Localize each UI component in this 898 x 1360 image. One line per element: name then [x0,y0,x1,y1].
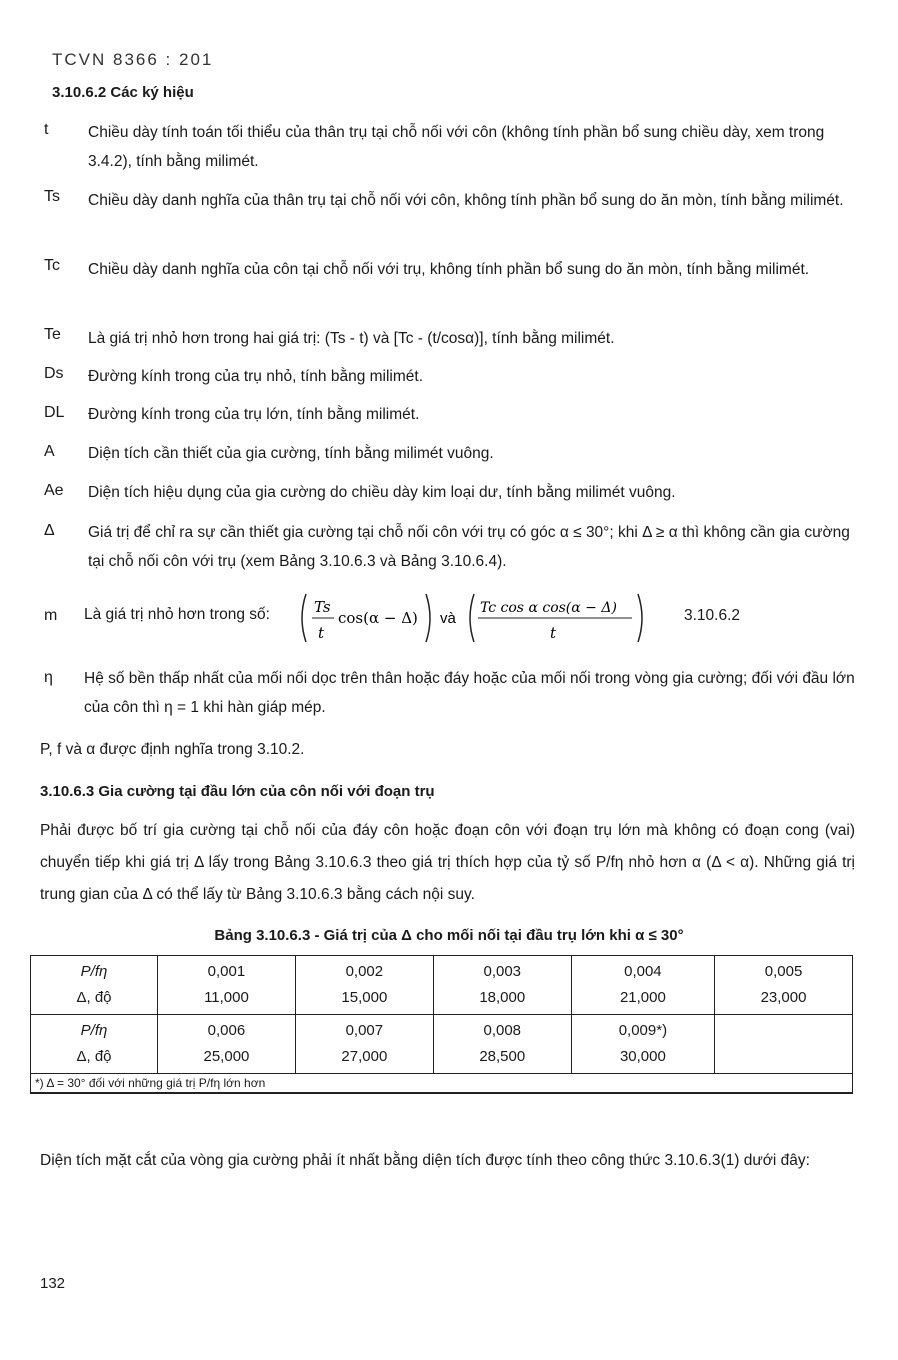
table-row [31,956,853,1015]
symbol-te-desc: Là giá trị nhỏ hơn trong hai giá trị: (Ts - t) và [Tc - (t/cosα)], tính bằng milimét. [88,330,615,347]
label-pf: P/fη [80,963,108,980]
area-paragraph: Diện tích mặt cắt của vòng gia cường phải ít nhất bằng diện tích được tính theo công thức 3.10.6.3(1) dưới đây: [40,1152,810,1169]
equation-number: 3.10.6.2 [684,607,741,624]
table-cell: 0,001 11,000 [158,956,296,1015]
formula-m [298,590,678,646]
table-cell: 0,004 21,000 [571,956,714,1015]
table-footnote-row [31,1074,853,1094]
table-footnote: *) Δ = 30° đối với những giá trị P/fη lớn hơn [31,1074,853,1094]
table-cell: 0,009*) 30,000 [571,1015,714,1074]
symbol-eta: η [44,669,53,686]
symbol-t: t [44,121,49,138]
symbol-delta: Δ [44,522,55,539]
formula1-denominator: t [318,624,325,642]
formula1-tail: cos(α − Δ) [338,609,418,627]
symbol-ts: Ts [44,188,60,205]
table-cell [715,1015,853,1074]
formula2-numerator: Tc cos α cos(α − Δ) [480,600,617,616]
symbol-ae: Ae [44,482,64,499]
symbol-m-desc: Là giá trị nhỏ hơn trong số: [84,606,270,623]
symbol-ds-desc: Đường kính trong của trụ nhỏ, tính bằng milimét. [88,368,424,385]
symbol-a-desc: Diện tích cần thiết của gia cường, tính bằng milimét vuông. [88,445,494,462]
table-cell: 0,006 25,000 [158,1015,296,1074]
symbol-dl: DL [44,404,65,421]
section-reinforcement-heading: 3.10.6.3 Gia cường tại đầu lớn của côn nối với đoạn trụ [40,783,435,800]
label-delta: Δ, độ [76,989,112,1006]
row-labels [31,956,158,1015]
symbol-te: Te [44,326,61,343]
label-pf: P/fη [80,1022,108,1039]
table-cell: 0,002 15,000 [295,956,433,1015]
row-labels [31,1015,158,1074]
label-delta: Δ, độ [76,1048,112,1065]
symbol-delta-desc: Giá trị để chỉ ra sự cần thiết gia cường tại chỗ nối côn với trụ có góc α ≤ 30°; khi Δ ≥ α thì không cần gia cường tại chỗ nối côn với trụ (xem Bảng 3.10.6.3 và Bảng 3.10.6.4). [88,524,850,570]
symbol-m: m [44,607,58,624]
table-row [31,1015,853,1074]
formula-and: và [440,610,456,627]
symbol-ae-desc: Diện tích hiệu dụng của gia cường do chiều dày kim loại dư, tính bằng milimét vuông. [88,484,676,501]
symbol-a: A [44,443,55,460]
section-symbols-heading: 3.10.6.2 Các ký hiệu [52,84,194,101]
symbol-ts-desc: Chiều dày danh nghĩa của thân trụ tại chỗ nối với côn, không tính phần bổ sung do ăn mòn, tính bằng milimét. [88,192,844,209]
table-cell: 0,008 28,500 [433,1015,571,1074]
table-cell: 0,003 18,000 [433,956,571,1015]
symbol-eta-desc: Hệ số bền thấp nhất của mối nối dọc trên thân hoặc đáy hoặc của mối nối trong vòng gia cường; đối với đầu lớn của côn thì η = 1 khi hàn giáp mép. [84,670,855,716]
symbol-ds: Ds [44,365,64,382]
table-caption: Bảng 3.10.6.3 - Giá trị của Δ cho mối nối tại đầu trụ lớn khi α ≤ 30° [214,927,684,944]
pfa-definition: P, f và α được định nghĩa trong 3.10.2. [40,741,305,758]
delta-table [30,955,853,1094]
symbol-tc-desc: Chiều dày danh nghĩa của côn tại chỗ nối với trụ, không tính phần bổ sung do ăn mòn, tính bằng milimét. [88,261,810,278]
symbol-t-desc: Chiều dày tính toán tối thiểu của thân trụ tại chỗ nối với côn (không tính phần bổ sung chiều dày, xem trong 3.4.2), tính bằng milimét. [88,124,825,170]
table-cell: 0,007 27,000 [295,1015,433,1074]
reinforcement-paragraph: Phải được bố trí gia cường tại chỗ nối của đáy côn hoặc đoạn côn với đoạn trụ lớn mà không có đoạn cong (vai) chuyển tiếp khi giá trị Δ lấy trong Bảng 3.10.6.3 theo giá trị thích hợp của tỷ số P/fη nhỏ hơn α (Δ < α). Những giá trị trung gian của Δ có thể lấy từ Bảng 3.10.6.3 bằng cách nội suy. [40,822,855,903]
page-number: 132 [40,1275,66,1292]
symbol-tc: Tc [44,257,60,274]
table-cell: 0,005 23,000 [715,956,853,1015]
formula1-numerator: Ts [314,598,331,616]
formula2-denominator: t [550,624,557,642]
document-header: TCVN 8366 : 201 [52,50,214,69]
symbol-dl-desc: Đường kính trong của trụ lớn, tính bằng milimét. [88,406,420,423]
